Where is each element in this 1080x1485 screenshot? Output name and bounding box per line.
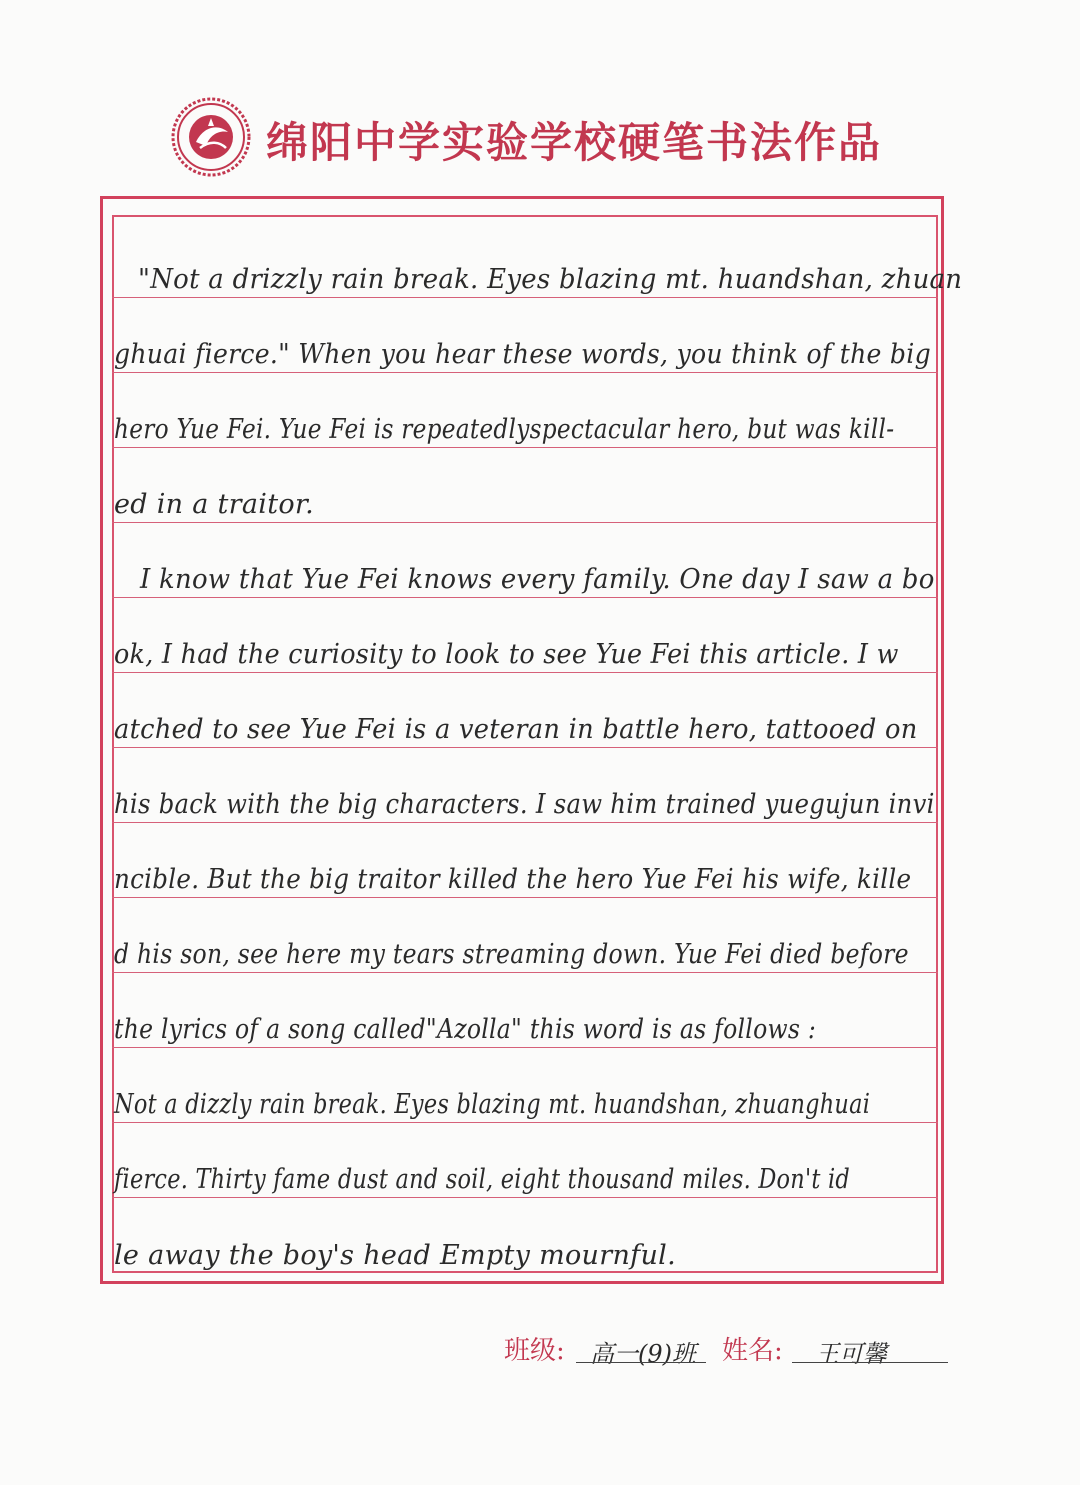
writing-line bbox=[112, 224, 963, 298]
writing-line bbox=[112, 674, 938, 748]
school-seal-logo bbox=[170, 96, 252, 178]
name-underline bbox=[792, 1362, 948, 1363]
handwritten-text: "Not a drizzly rain break. Eyes blazing mt. huandshan, zhuan bbox=[138, 264, 963, 295]
handwritten-text: atched to see Yue Fei is a veteran in battle hero, tattooed on bbox=[114, 714, 918, 745]
writing-line bbox=[112, 524, 938, 598]
writing-line bbox=[112, 1049, 938, 1123]
handwritten-text: Not a dizzly rain break. Eyes blazing mt. huandshan, zhuanghuai bbox=[114, 1089, 871, 1120]
header bbox=[0, 92, 1080, 182]
writing-line bbox=[112, 449, 938, 523]
handwritten-text: ed in a traitor. bbox=[114, 489, 315, 520]
handwritten-text: le away the boy's head Empty mournful. bbox=[114, 1240, 676, 1271]
handwritten-text: the lyrics of a song called"Azolla" this word is as follows : bbox=[114, 1014, 817, 1045]
writing-line bbox=[112, 599, 938, 673]
handwritten-text: ncible. But the big traitor killed the hero Yue Fei his wife, kille bbox=[114, 864, 912, 895]
handwritten-text: ok, I had the curiosity to look to see Yue Fei this article. I w bbox=[114, 639, 899, 670]
handwritten-text: fierce. Thirty fame dust and soil, eight thousand miles. Don't id bbox=[114, 1164, 851, 1195]
handwritten-text: ghuai fierce." When you hear these words, you think of the big bbox=[114, 339, 931, 370]
writing-line bbox=[112, 824, 938, 898]
writing-line bbox=[112, 749, 938, 823]
handwritten-text: I know that Yue Fei knows every family. One day I saw a bo bbox=[140, 564, 935, 595]
handwritten-text: d his son, see here my tears streaming down. Yue Fei died before bbox=[114, 939, 909, 970]
writing-line bbox=[112, 1124, 938, 1198]
class-label: 班级: bbox=[504, 1336, 565, 1366]
name-value: 王可馨 bbox=[815, 1340, 887, 1368]
writing-line bbox=[112, 374, 938, 448]
writing-line bbox=[112, 299, 938, 373]
class-value: 高一(9)班 bbox=[590, 1340, 696, 1368]
name-label: 姓名: bbox=[722, 1336, 783, 1366]
handwritten-text: his back with the big characters. I saw him trained yuegujun invi bbox=[114, 789, 935, 820]
writing-line bbox=[112, 1199, 938, 1273]
footer-signature bbox=[500, 1330, 960, 1370]
class-underline bbox=[576, 1362, 706, 1363]
writing-line bbox=[112, 899, 938, 973]
handwritten-text: hero Yue Fei. Yue Fei is repeatedlyspectacular hero, but was kill- bbox=[114, 414, 895, 445]
writing-line bbox=[112, 974, 938, 1048]
page-title: 绵阳中学实验学校硬笔书法作品 bbox=[266, 118, 883, 167]
